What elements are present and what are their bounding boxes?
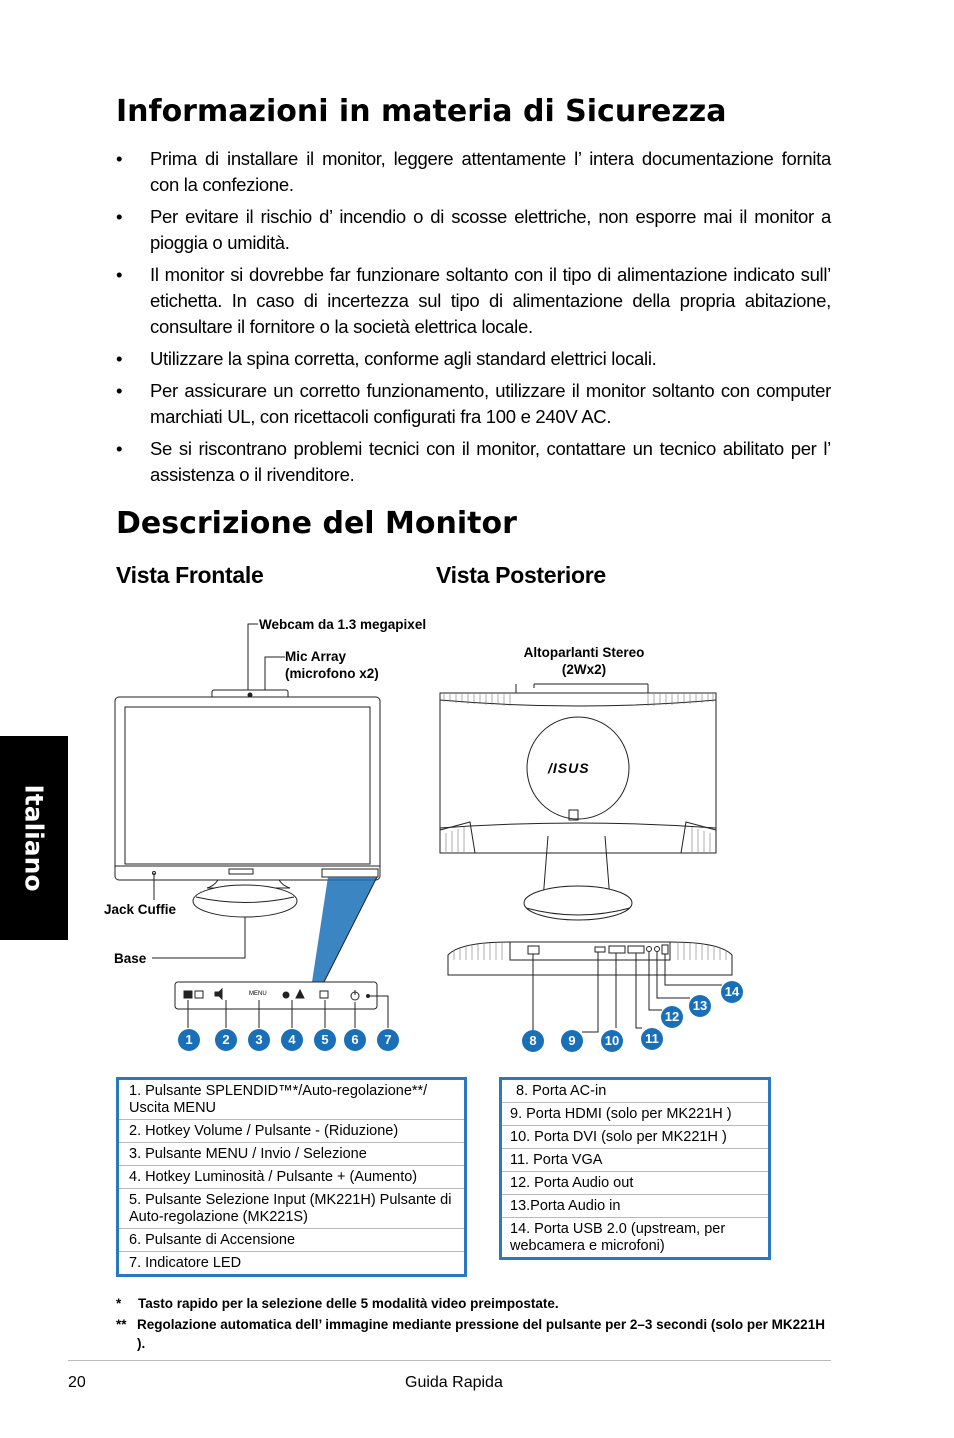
rear-port-panel: [448, 942, 732, 975]
callout-number: 12: [661, 1006, 683, 1028]
callout-number: 6: [344, 1029, 366, 1051]
label-mic-array: Mic Array (microfono x2): [285, 649, 379, 681]
callout-number: 3: [248, 1029, 270, 1051]
rear-monitor-drawing: [440, 693, 716, 920]
legend-row: 4. Hotkey Luminosità / Pulsante + (Aumento): [119, 1166, 464, 1189]
bullet-item: • Se si riscontrano problemi tecnici con il monitor, contattare un tecnico abilitato per l’ assistenza o il rivenditore.: [116, 438, 831, 485]
rear-ports-legend: [499, 1077, 771, 1260]
callout-number: 7: [377, 1029, 399, 1051]
footnote: ** Regolazione automatica dell’ immagine mediante pressione del pulsante per 2–3 secondi (solo per MK221H ).: [116, 1317, 825, 1351]
legend-row: 11. Porta VGA: [502, 1149, 768, 1172]
bullet-item: • Il monitor si dovrebbe far funzionare soltanto con il tipo di alimentazione indicato sull’ etichetta. In caso di incertezza sul tipo di alimentazione della propria abitazione, consultare il fornitore o la società elettrica locale.: [116, 264, 831, 337]
callout-number: 5: [314, 1029, 336, 1051]
legend-row: 13.Porta Audio in: [502, 1195, 768, 1218]
label-webcam: Webcam da 1.3 megapixel: [259, 617, 427, 632]
monitor-title: Descrizione del Monitor: [116, 506, 517, 541]
front-view-heading: Vista Frontale: [116, 562, 264, 588]
page-number: 20: [68, 1374, 86, 1391]
legend-row: 7. Indicatore LED: [129, 1255, 242, 1271]
footer-title: Guida Rapida: [405, 1374, 503, 1391]
zoom-wedge: [312, 877, 377, 982]
rear-view-heading: Vista Posteriore: [436, 562, 606, 588]
legend-row: 10. Porta DVI (solo per MK221H ): [502, 1126, 768, 1149]
bullet-item: • Prima di installare il monitor, leggere attentamente l’ intera documentazione fornita con la confezione.: [116, 148, 831, 195]
callout-number: 1: [178, 1029, 200, 1051]
callout-number: 4: [281, 1029, 303, 1051]
footer-divider: [68, 1360, 831, 1361]
footnote: * Tasto rapido per la selezione delle 5 modalità video preimpostate.: [116, 1296, 559, 1311]
callout-number: 13: [689, 995, 711, 1017]
legend-row: 2. Hotkey Volume / Pulsante - (Riduzione): [119, 1120, 464, 1143]
bullet-item: • Per evitare il rischio d’ incendio o di scosse elettriche, non esporre mai il monitor a pioggia o umidità.: [116, 206, 831, 253]
legend-row: 6. Pulsante di Accensione: [119, 1229, 464, 1252]
callout-number: 8: [522, 1030, 544, 1052]
front-controls-legend: [116, 1077, 467, 1277]
bullet-item: • Utilizzare la spina corretta, conforme agli standard elettrici locali.: [116, 348, 657, 369]
asus-logo: /ISUS: [548, 760, 590, 776]
label-speakers: Altoparlanti Stereo (2Wx2): [523, 645, 645, 677]
bullet-item: • Per assicurare un corretto funzionamento, utilizzare il monitor soltanto con computer marchiati UL, con ricettacoli configurati fra 100 e 240V AC.: [116, 380, 831, 427]
legend-row: 9. Porta HDMI (solo per MK221H ): [502, 1103, 768, 1126]
language-side-tab: Italiano: [0, 736, 68, 940]
callout-number: 2: [215, 1029, 237, 1051]
callout-number: 11: [641, 1028, 663, 1050]
callout-number: 10: [601, 1030, 623, 1052]
legend-row: 5. Pulsante Selezione Input (MK221H) Pulsante di Auto-regolazione (MK221S): [119, 1189, 464, 1229]
front-button-strip: [175, 982, 377, 1009]
label-headphone-jack: Jack Cuffie: [104, 902, 177, 917]
legend-row: 14. Porta USB 2.0 (upstream, per webcamera e microfoni): [510, 1221, 726, 1254]
legend-row: 1. Pulsante SPLENDID™*/Auto-regolazione**/ Uscita MENU: [119, 1080, 464, 1120]
safety-title: Informazioni in materia di Sicurezza: [116, 94, 727, 129]
legend-row: 12. Porta Audio out: [502, 1172, 768, 1195]
legend-row: 3. Pulsante MENU / Invio / Selezione: [119, 1143, 464, 1166]
legend-row: 8. Porta AC-in: [502, 1080, 768, 1103]
callout-number: 9: [561, 1030, 583, 1052]
label-base: Base: [114, 951, 147, 966]
menu-button-label: MENU: [249, 991, 267, 997]
callout-number: 14: [721, 981, 743, 1003]
